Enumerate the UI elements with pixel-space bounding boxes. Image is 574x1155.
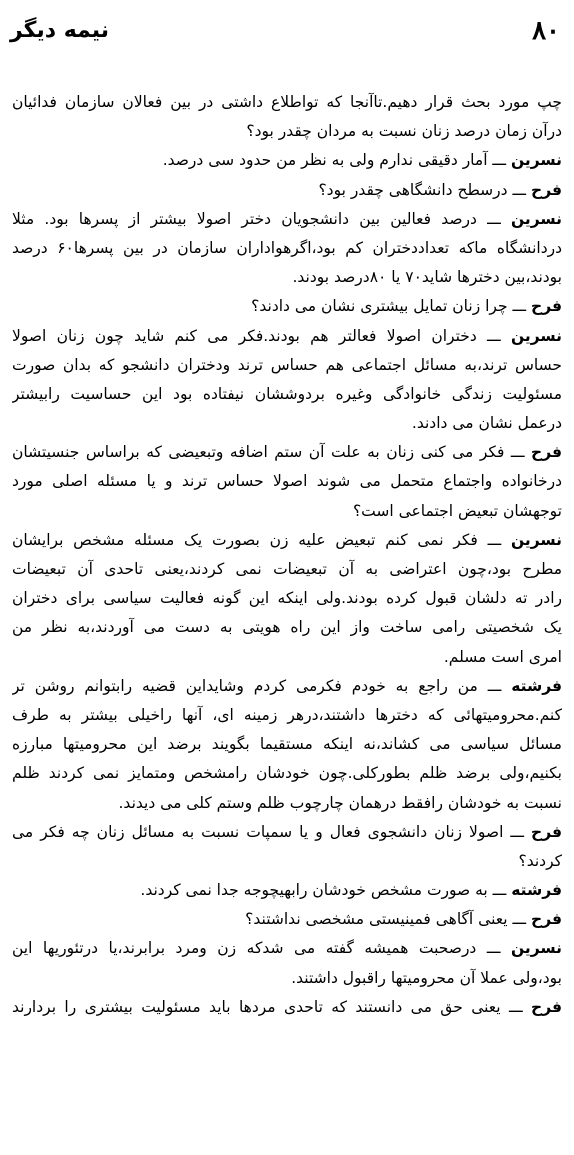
line-text: امری است مسلم. <box>443 647 562 666</box>
line-text: درخانواده واجتماع متحمل می شوند اصولا حساس ترند و یا مسئله اصلی مورد <box>12 472 562 491</box>
line-text: مطرح بود،چون اعتراضی به آن تبعیضات نمی کردند،یعنی تاحدی آن تبعیضات <box>12 560 562 578</box>
speaker-name: نسرین <box>510 151 562 170</box>
line-text: رادر ته دلشان قبول کرده بودند.ولی اینکه این گونه فعالیت سیاسی برای دختران <box>12 589 562 608</box>
text-line <box>12 205 562 234</box>
text-line <box>12 234 562 263</box>
text-line <box>12 409 562 438</box>
line-text: چپ مورد بحث قرار دهیم.تاآنجا که تواطلاع داشتی در بین فعالان سازمان فدائیان <box>12 93 562 111</box>
text-line <box>12 526 562 555</box>
text-line <box>12 934 562 963</box>
line-text: ـــ به صورت مشخص خودشان رابهیچوجه جدا نمی کردند. <box>140 881 512 900</box>
line-text: ـــ یعنی حق می دانستند که تاحدی مردها باید مسئولیت بیشتری را بردارند <box>12 997 532 1016</box>
line-text: ـــ آمار دقیقی ندارم ولی به نظر من حدود سی درصد. <box>162 151 511 170</box>
line-text: ـــ اصولا زنان دانشجوی فعال و یا سمپات نسبت به مسائل زنان چه فکر می <box>12 822 532 841</box>
page-header <box>10 14 560 54</box>
line-text: مسئولیت زندگی خانوادگی وغیره بردوششان نیفتاده بود این حساسیت رابیشتر <box>12 384 562 403</box>
text-line <box>12 292 562 321</box>
text-line <box>12 380 562 409</box>
speaker-name: فرح <box>531 297 562 316</box>
line-text: بودند،بین دخترها شاید۷۰ یا ۸۰درصد بودند. <box>292 268 562 287</box>
speaker-name: فرح <box>531 997 562 1016</box>
text-line <box>12 759 562 788</box>
text-line <box>12 117 562 146</box>
line-text: نسبت به خودشان رافقط درهمان چارچوب ظلم وستم کلی می دیدند. <box>118 793 562 812</box>
text-line <box>12 322 562 351</box>
line-text: درآن زمان درصد زنان نسبت به مردان چقدر بود؟ <box>246 122 562 141</box>
text-line <box>12 964 562 993</box>
speaker-name: فرح <box>531 443 562 462</box>
text-line <box>12 643 562 672</box>
speaker-name: فرح <box>531 822 562 841</box>
text-line <box>12 467 562 496</box>
line-text: درعمل نشان می دادند. <box>411 414 562 433</box>
line-text: حساس ترند،به مسائل اجتماعی هم حساس ترند ودختران دانشجو که بدان صورت <box>12 355 562 374</box>
text-line <box>12 701 562 730</box>
line-text: ـــ چرا زنان تمایل بیشتری نشان می دادند؟ <box>251 297 532 316</box>
line-text: ـــ دختران اصولا فعالتر هم بودند.فکر می کنم شاید چون زنان اصولا <box>12 326 511 345</box>
line-text: ـــ درصد فعالین بین دانشجویان دختر اصولا بیشتر از پسرها بود. مثلا <box>12 209 511 228</box>
speaker-name: نسرین <box>510 530 562 549</box>
text-line <box>12 146 562 175</box>
text-line <box>12 847 562 876</box>
text-line <box>12 905 562 934</box>
text-line <box>12 263 562 292</box>
line-text: یک شخصیتی رامی ساخت واز این راه هویتی به دست می آوردند،به نظر من <box>12 618 562 637</box>
line-text: کنم.محرومیتهائی که دخترها داشتند،درهر زمینه ای، آنها راخیلی بیشتر به طرف <box>12 705 562 724</box>
line-text: دردانشگاه ماکه تعداددختران کم بود،اگرهواداران سازمان در بین پسرها۶۰ درصد <box>12 238 562 257</box>
text-line <box>12 818 562 847</box>
speaker-name: فرح <box>531 910 562 929</box>
speaker-name: فرح <box>531 180 562 199</box>
page-number: ۸۰ <box>532 16 560 46</box>
running-title: نیمه دیگر <box>10 18 110 43</box>
line-text: بکنیم،ولی برضد ظلم بطورکلی.چون خودشان رامشخص ومتمایز نمی کردند ظلم <box>12 764 562 783</box>
text-line <box>12 176 562 205</box>
text-line <box>12 584 562 613</box>
line-text: کردند؟ <box>518 851 562 870</box>
line-text: ـــ درسطح دانشگاهی چقدر بود؟ <box>318 180 532 199</box>
text-line <box>12 438 562 467</box>
speaker-name: نسرین <box>510 326 562 345</box>
line-text: ـــ یعنی آگاهی فمینیستی مشخصی نداشتند؟ <box>245 910 532 929</box>
text-line <box>12 88 562 117</box>
text-line <box>12 876 562 905</box>
line-text: توجهشان تبعیض اجتماعی است؟ <box>352 501 562 520</box>
text-line <box>12 672 562 701</box>
speaker-name: نسرین <box>510 209 562 228</box>
text-line <box>12 789 562 818</box>
text-line <box>12 730 562 759</box>
speaker-name: نسرین <box>510 939 562 958</box>
line-text: ـــ فکر نمی کنم تبعیض علیه زن بصورت یک مسئله مشخص برایشان <box>12 530 511 549</box>
text-line <box>12 555 562 584</box>
line-text: ـــ درصحبت همیشه گفته می شدکه زن ومرد برابرند،یا درتئوریها این <box>12 939 511 958</box>
line-text: ـــ فکر می کنی زنان به علت آن ستم اضافه وتبعیضی که براساس جنسیتشان <box>12 443 532 462</box>
text-line <box>12 497 562 526</box>
line-text: بود،ولی عملا آن محرومیتها راقبول داشتند. <box>291 968 562 987</box>
line-text: ـــ من راجع به خودم فکرمی کردم وشایداین قضیه رابتوانم روشن تر <box>12 676 512 695</box>
text-line <box>12 993 562 1022</box>
line-text: مسائل سیاسی می کشاند،نه اینکه مستقیما بگویند برضد این محرومیتها مبارزه <box>12 735 562 754</box>
speaker-name: فرشته <box>511 676 562 695</box>
text-line <box>12 613 562 642</box>
text-line <box>12 351 562 380</box>
page-body <box>12 88 562 1022</box>
speaker-name: فرشته <box>511 881 562 900</box>
